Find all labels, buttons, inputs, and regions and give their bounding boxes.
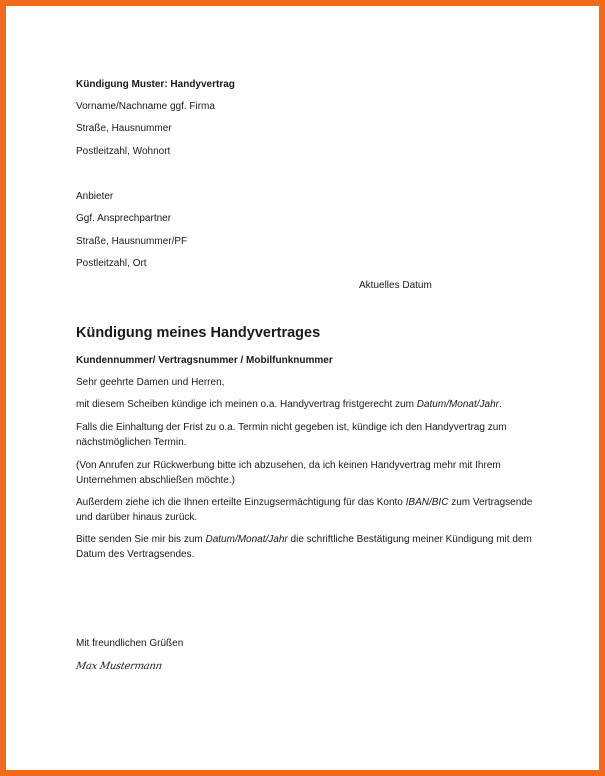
recipient-contact: Ggf. Ansprechpartner <box>76 213 172 224</box>
letter-date: Aktuelles Datum <box>359 280 432 291</box>
handwritten-signature: Max Mustermann <box>75 661 163 672</box>
sender-name: Vorname/Nachname ggf. Firma <box>76 101 215 112</box>
sender-street: Straße, Hausnummer <box>76 123 172 134</box>
letter-subject: Kundennummer/ Vertragsnummer / Mobilfunknummer <box>76 355 333 366</box>
recipient-provider: Anbieter <box>76 191 114 202</box>
letter-heading: Kündigung Muster: Handyvertrag <box>76 79 235 90</box>
salutation: Sehr geehrte Damen und Herren, <box>76 377 225 388</box>
sender-city: Postleitzahl, Wohnort <box>76 146 171 157</box>
paragraph-5: Bitte senden Sie mir bis zum Datum/Monat/Jahr die schriftliche Bestätigung meiner Kündigung mit dem Datum des Vertragsendes. <box>76 534 532 560</box>
paragraph-4: Außerdem ziehe ich die Ihnen erteilte Einzugsermächtigung für das Konto IBAN/BIC zum Vertragsende und darüber hinaus zurück. <box>76 497 533 523</box>
paragraph-1: mit diesem Scheiben kündige ich meinen o.a. Handyvertrag fristgerecht zum Datum/Monat/Jahr. <box>76 399 502 410</box>
closing: Mit freundlichen Grüßen <box>76 638 184 649</box>
recipient-street: Straße, Hausnummer/PF <box>76 236 188 247</box>
recipient-city: Postleitzahl, Ort <box>76 258 147 269</box>
paragraph-2: Falls die Einhaltung der Frist zu o.a. Termin nicht gegeben ist, kündige ich den Handyvertrag zum nächstmöglichen Termin. <box>76 422 507 448</box>
document-page <box>6 6 599 770</box>
letter-title: Kündigung meines Handyvertrages <box>76 325 321 341</box>
paragraph-3: (Von Anrufen zur Rückwerbung bitte ich abzusehen, da ich keinen Handyvertrag mehr mit Ihrem Unternehmen abschließen möchte.) <box>76 460 501 486</box>
